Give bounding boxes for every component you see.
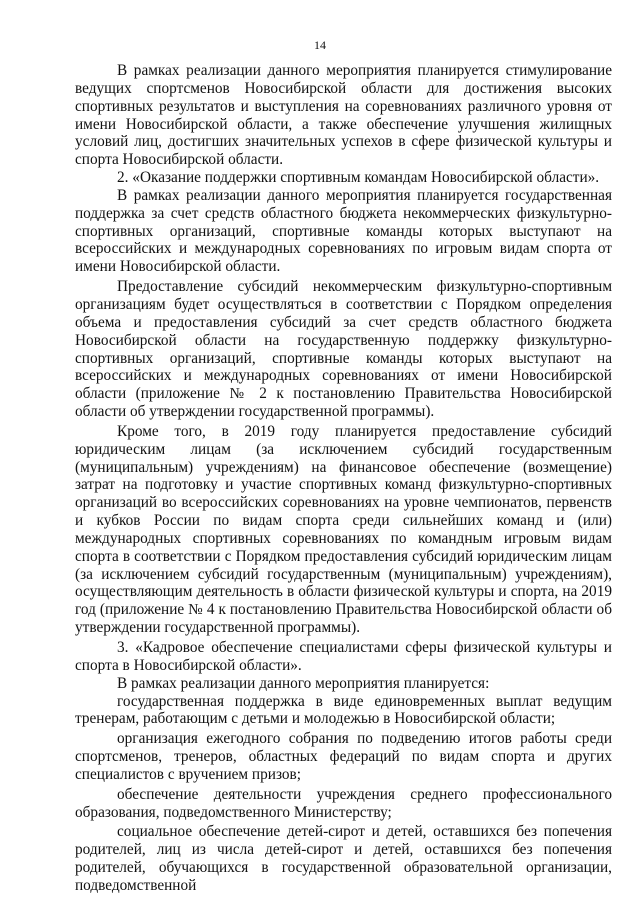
- list-item: обеспечение деятельности учреждения среднего профессионального образования, подведомственного Министерству;: [75, 785, 612, 821]
- paragraph: 2. «Оказание поддержки спортивным командам Новосибирской области».: [117, 169, 600, 187]
- page-number: 14: [314, 38, 326, 52]
- list-item: государственная поддержка в виде единовременных выплат ведущим тренерам, работающим с детьми и молодежью в Новосибирской области;: [75, 692, 612, 728]
- paragraph: В рамках реализации данного мероприятия планируется государственная поддержка за счет средств областного бюджета некоммерческих физкультурно-спортивных организаций, спортивные команды которых выступают на всероссийских и международных соревнованиях по игровым видам спорта от имени Новосибирской области.: [75, 186, 612, 276]
- list-item: организация ежегодного собрания по подведению итогов работы среди спортсменов, тренеров, областных федераций по видам спорта и других специалистов с вручением призов;: [75, 730, 612, 783]
- paragraph: В рамках реализации данного мероприятия планируется стимулирование ведущих спортсменов Новосибирской области для достижения высоких спортивных результатов и выступления на соревнованиях различного уровня от имени Новосибирской области, а также обеспечение улучшения жилищных условий лиц, достигших значительных успехов в сфере физической культуры и спорта Новосибирской области.: [75, 62, 612, 169]
- list-item: социальное обеспечение детей-сирот и детей, оставшихся без попечения родителей, лиц из числа детей-сирот и детей, оставшихся без попечения родителей, обучающихся в государственной образовательной организации, подведомственной: [75, 823, 612, 894]
- document-body: [75, 62, 612, 895]
- paragraph: Кроме того, в 2019 году планируется предоставление субсидий юридическим лицам (за исключением субсидий государственным (муниципальным) учреждениям) на финансовое обеспечение (возмещение) затрат на подготовку и участие спортивных команд физкультурно-спортивных организаций во всероссийских соревнованиях на уровне чемпионатов, первенств и кубков России по видам спорта среди сильнейших команд и (или) международных спортивных соревнованиях по командным игровым видам спорта в соответствии с Порядком предоставления субсидий юридическим лицам (за исключением субсидий государственным (муниципальным) учреждениям), осуществляющим деятельность в области физической культуры и спорта, на 2019 год (приложение № 4 к постановлению Правительства Новосибирской области об утверждении государственной программы).: [75, 422, 612, 637]
- paragraph: В рамках реализации данного мероприятия планируется:: [117, 674, 490, 692]
- paragraph: 3. «Кадровое обеспечение специалистами сферы физической культуры и спорта в Новосибирской области».: [75, 639, 612, 674]
- paragraph: Предоставление субсидий некоммерческим физкультурно-спортивным организациям будет осуществляться в соответствии с Порядком определения объема и предоставления субсидий за счет средств областного бюджета Новосибирской области на государственную поддержку физкультурно-спортивных организаций, спортивные команды которых выступают на всероссийских и международных соревнованиях от имени Новосибирской области (приложение № 2 к постановлению Правительства Новосибирской области об утверждении государственной программы).: [75, 278, 612, 421]
